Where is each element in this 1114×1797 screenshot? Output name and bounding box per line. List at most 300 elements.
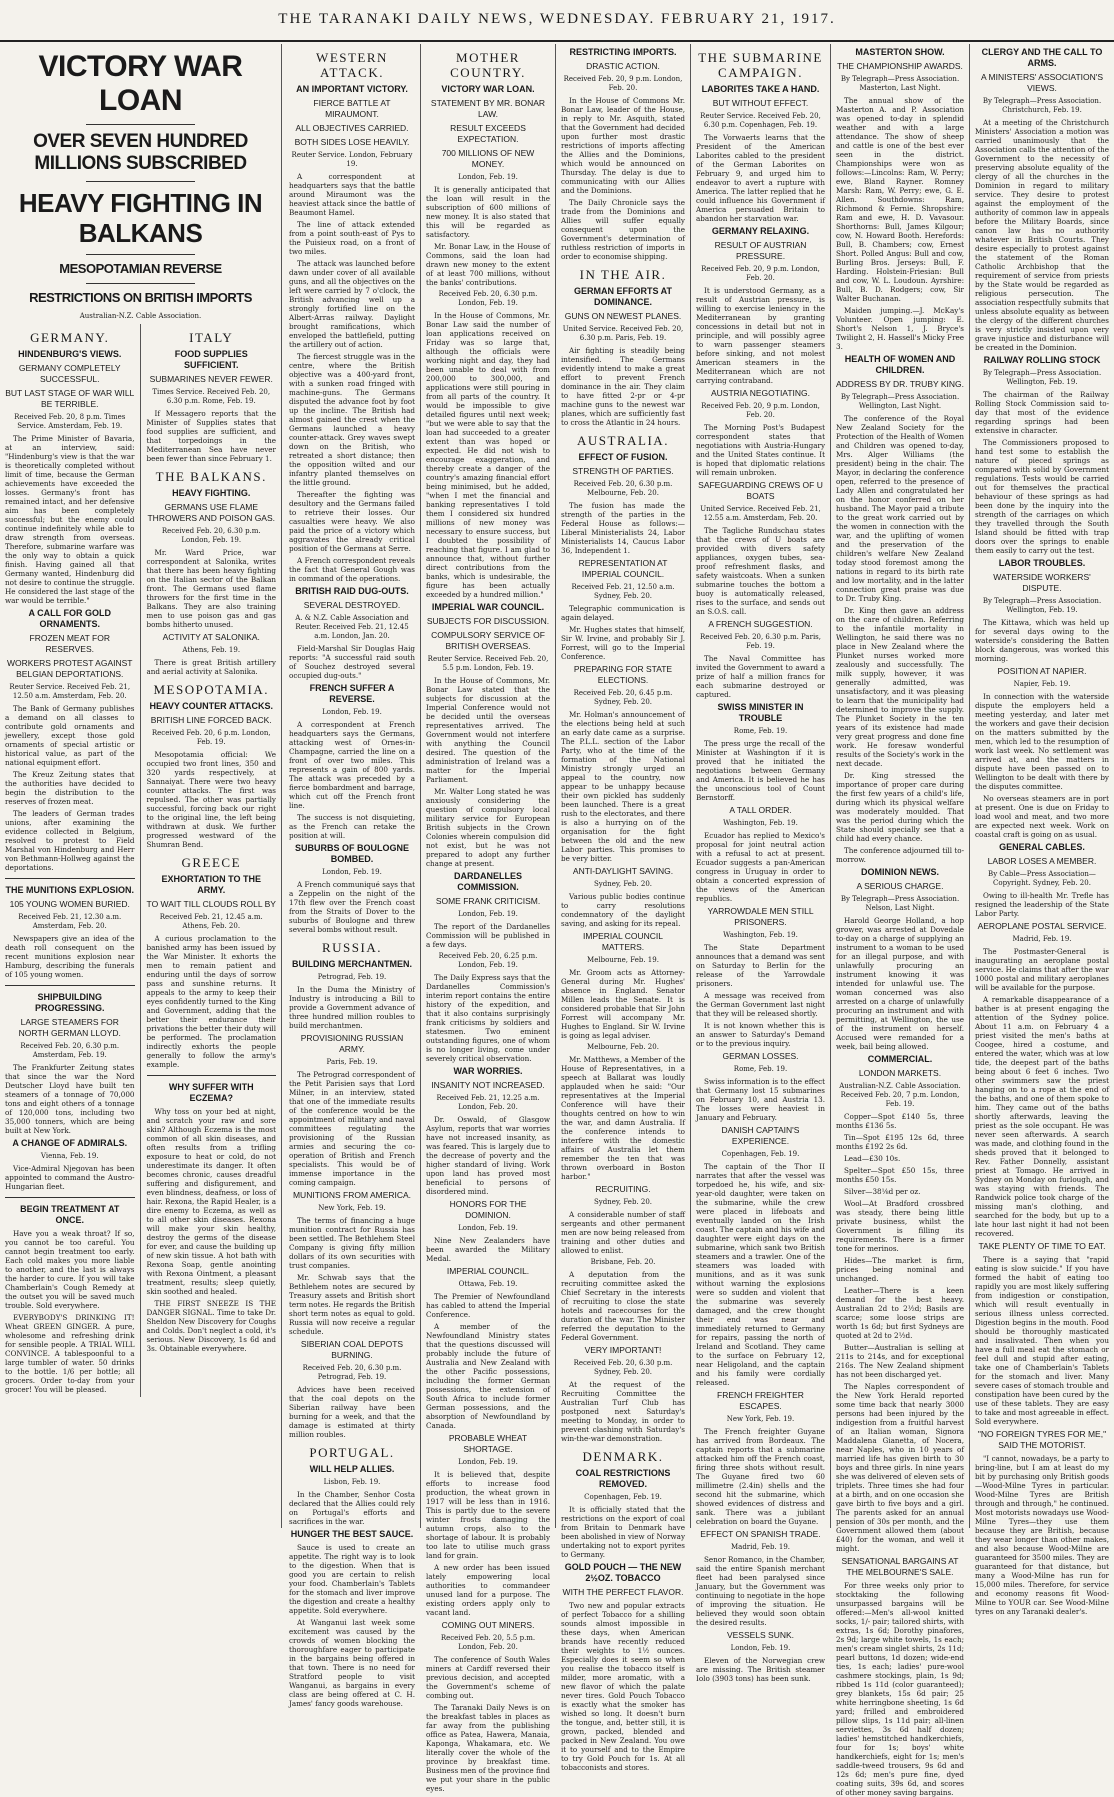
paragraph: Advices have been received that the coal depots on the Siberian railway have been burning for a week, and that the damage is estimated at thirty million roubles.	[289, 1385, 415, 1439]
dateline: Washington, Feb. 19.	[723, 819, 798, 827]
subhead: BRITISH LINE FORCED BACK.	[150, 715, 272, 725]
subhead: HEAVY FIGHTING.	[172, 488, 251, 498]
paragraph: Swiss information is to the effect that Germany lost 15 submarines on February 10, and Austria 13. The losses were heaviest in January and February.	[696, 1077, 825, 1122]
paragraph: Mesopotamia official: We occupied two front lines, 350 and 320 yards respectively, at Sannaiyat. There were two heavy counter attacks. The first was repulsed. The other was partially successful, forcing back our right to the original line, the left being withdrawn at dusk. We further progressed westward of the Shumran Bend.	[146, 750, 276, 849]
column-1	[0, 44, 282, 1528]
dateline: United Service. Received Feb. 21, 12.55 a.m. Amsterdam, Feb. 20.	[700, 505, 821, 522]
dateline: Reuter Service. Received Feb. 20, 5.5 p.m. London, Feb. 19.	[427, 655, 549, 672]
market-line: Spelter—Spot £50 15s, three months £50 15s.	[836, 1166, 964, 1184]
paragraph: If Messagero reports that the Minister of Supplies states that food supplies are sufficient, and that torpedoings in the Mediterranean Sea have never been fewer than since February 1.	[146, 409, 276, 463]
paragraph: Dr. King then gave an address on the care of children. Referring to the infantile mortality in Wellington, he said there was no place in New Zealand where the Plunket nurses worked more zealously and successfully. The milk supply, however, it was generally admitted, was unsatisfactory, and it was pleasing to learn that the municipality had determined to improve the supply. The Plunket Society in the ten years of its existence had made very great progress and done fine work. He foresaw wonderful results of the Society's work in the next decade.	[836, 606, 964, 768]
paragraph: The Premier of Newfoundland has cabled to attend the Imperial Conference.	[426, 1292, 550, 1319]
paragraph: The fusion has made the strength of the parties in the Federal House as follows:—Liberal Ministerialists 24, Labor Ministerialists 14, Caucus Labor 36, Independent 1.	[561, 501, 685, 555]
subhead: SUBURBS OF BOULOGNE BOMBED.	[294, 843, 409, 864]
paragraph: The line of attack extended from a point south-east of Pys to the Puisieux road, on a front of two miles.	[289, 220, 415, 256]
subhead: SOME FRANK CRITICISM.	[435, 896, 541, 906]
advert-heading: HUNGER THE BEST SAUCE.	[290, 1529, 414, 1539]
dateline: London, Feb. 19.	[458, 910, 518, 918]
subhead: ADDRESS BY DR. TRUBY KING.	[836, 379, 965, 389]
dateline: Received Feb. 20, 6.45 p.m. Sydney, Feb. 20.	[573, 689, 673, 706]
paragraph: Nine New Zealanders have been awarded the Military Medal.	[426, 1236, 550, 1263]
subhead: DANISH CAPTAIN'S EXPERIENCE.	[721, 1125, 800, 1146]
dateline: Sydney, Feb. 20.	[593, 1198, 653, 1206]
dateline: By Telegraph—Press Association. Wellington, Feb. 19.	[982, 597, 1102, 614]
paragraph: A new order has been issued lately empowering local authorities to commandeer unused land for a purpose. The existing orders apply only to vacant land.	[426, 1563, 550, 1617]
credit-line: Australian-N.Z. Cable Association.	[79, 312, 202, 320]
section-title: AUSTRALIA.	[577, 433, 669, 448]
subhead: STATEMENT BY MR. BONAR LAW.	[430, 98, 546, 119]
dateline: Petrograd, Feb. 19.	[317, 973, 387, 981]
dateline: Received Feb. 20, 9 p.m. London, Feb. 20.	[563, 75, 683, 92]
paragraph: It is not known whether this is an answer to Saturday's Demand or to the previous inquiry.	[696, 1021, 825, 1048]
subhead: PROBABLE WHEAT SHORTAGE.	[448, 1433, 528, 1454]
dateline: Received Feb. 20, 8 p.m. Times Service. Amsterdam, Feb. 19.	[14, 413, 126, 430]
paragraph: The press urge the recall of the Minister at Washington if it is proved that he initiated the negotiations between Germany and America. It is believed he has the unconscious tool of Count Bernstorff.	[696, 739, 825, 802]
section-title: IN THE AIR.	[579, 267, 667, 282]
subhead: RESULT OF AUSTRIAN PRESSURE.	[714, 240, 807, 261]
subhead: DARDANELLES COMMISSION.	[453, 871, 522, 892]
subhead: RAILWAY ROLLING STOCK	[983, 355, 1101, 365]
dateline: Copenhagen, Feb. 19.	[721, 1150, 800, 1158]
dateline: Melbourne, Feb. 20.	[587, 1043, 659, 1051]
paragraph: In the Chamber, Senhor Costa declared that the Allies could rely on Portugal's efforts and sacrifices in the war.	[289, 1490, 415, 1526]
paragraph: A correspondent at French headquarters says the Germans, attacking west of Ornes-in-Champagne, carried the line on a front of over two miles. This represents a gain of 800 yards. The attack was preceded by a fierce bombardment and barrage, which cut off the French front line.	[289, 720, 415, 810]
section-title: RUSSIA.	[322, 940, 382, 955]
subhead: EFFECT OF FUSION.	[578, 452, 668, 462]
subhead: RESTRICTING IMPORTS.	[569, 47, 677, 57]
paragraph: Dr. Oswald, of Glasgow Asylum, reports that war worries have not increased insanity, as was feared. This is largely due to the decrease of poverty and the higher standard of living. Work upon land has proved most beneficial to persons of disordered mind.	[426, 1115, 550, 1196]
dateline: Received Feb. 20, 6.25 p.m. London, Feb. 19.	[438, 952, 538, 969]
paragraph: Telegraphic communication is again delayed.	[561, 604, 685, 622]
dateline: By Telegraph—Press Association. Christchurch, Feb. 19.	[982, 97, 1102, 114]
paragraph: The Daily Chronicle says the trade from the Dominions and Allies will suffer equally consequent upon the Government's determination of ruthless restriction of imports in order to economise shipping.	[561, 198, 685, 261]
paragraph: The conference adjourned till to-morrow.	[836, 846, 964, 864]
paragraph: Mr. Groom acts as Attorney-General during Mr. Hughes' absence in England. Senator Millen leads the Senate. It is considered probable that Sir John Forrest will accompany Mr. Hughes to England. Sir W. Irvine is going as legal adviser.	[561, 968, 685, 1040]
paragraph: Owing to ill-health Mr. Trefle has resigned the leadership of the State Labor Party.	[975, 891, 1109, 918]
dateline: Received Feb. 20, 6.30 p.m. Amsterdam, Feb. 19.	[20, 1042, 120, 1059]
advert-text: The Taranaki Daily News is on the breakfast tables in places as far away from the publishing office as Patea, Hawera, Manaia, Kaponga, Whakamara, etc. We literally cover the whole of the province by breakfast time. Business men of the province find we put your share in the public eyes.	[426, 1703, 550, 1793]
paragraph: Mr. Matthews, a Member of the House of Representatives, in a speech at Ballarat was loudly applauded when he said: "Our representatives at the Imperial Conference will have their thoughts centred on how to win the war, and damn Australia. If the conference intends to interfere with the domestic affairs of Australia let them remember the ten that was thrown overboard in Boston harbor."	[561, 1055, 685, 1181]
dateline: Vienna, Feb. 19.	[40, 1152, 99, 1160]
paragraph: The attack was launched before dawn under cover of all available guns, and all the objectives on the left were carried by 7 o'clock, the British advancing well up a strongly fortified line on the Albert-Arras railway. Daylight brought ramifications, which enveloped the battlefield, putting the artillery out of action.	[289, 259, 415, 349]
market-line: Copper—Spot £140 5s, three months £136 5s.	[836, 1112, 964, 1130]
paragraph: The Daily Express says that the Dardanelles Commission's interim report contains the entire history of the expedition, and that it also contains surprisingly frank criticisms by soldiers and statesmen. Two eminent outstanding figures, one of whom is no longer living, come under severely critical observation.	[426, 973, 550, 1063]
subhead: FRENCH SUFFER A REVERSE.	[309, 683, 395, 704]
dateline: Rome, Feb. 19.	[733, 1065, 788, 1073]
subhead: RESULT EXCEEDS EXPECTATION.	[450, 123, 526, 144]
subhead: 700 MILLIONS OF NEW MONEY.	[441, 148, 535, 169]
advert-heading: GOLD POUCH — THE NEW 2½OZ. TOBACCO	[564, 1562, 682, 1583]
subhead: GERMAN EFFORTS AT DOMINANCE.	[574, 286, 672, 307]
paragraph: Air fighting is steadily being intensified. The Germans evidently intend to make a great effort to prevent French dominance in the air. They claim to have fitted 2-pr or 4-pr machine guns to the newest war planes, which are sufficiently fast to cross the Atlantic in 24 hours.	[561, 346, 685, 427]
dateline: New York, Feb. 19.	[318, 1204, 386, 1212]
subhead: THE CHAMPIONSHIP AWARDS.	[837, 61, 963, 71]
dateline: A. & N.Z. Cable Association and Reuter. Received Feb. 21, 12.45 a.m. London, Jan. 20.	[295, 614, 409, 640]
section-title: WESTERN ATTACK.	[316, 50, 388, 80]
paragraph: The Frankfurter Zeitung states that since the war the Nord Deutscher Lloyd have built ten steamers of a tonnage of 70,000 tons and eight others of a tonnage of 120,000 tons, including two 35,000 tonners, which are being built at New York.	[5, 1063, 135, 1135]
subhead: REPRESENTATION AT IMPERIAL COUNCIL.	[578, 558, 668, 579]
headline-mesopotamian-reverse: MESOPOTAMIAN REVERSE	[59, 261, 222, 276]
subhead: A CALL FOR GOLD ORNAMENTS.	[28, 608, 111, 629]
column-7	[831, 44, 970, 1797]
subhead: BUT WITHOUT EFFECT.	[712, 98, 809, 108]
dateline: By Cable—Press Association—Copyright. Sydney, Feb. 20.	[988, 870, 1096, 887]
headline-victory-war-loan: VICTORY WAR LOAN	[38, 50, 243, 117]
subhead: FIERCE BATTLE AT MIRAUMONT.	[313, 98, 391, 119]
paragraph: In connection with the waterside dispute the employers held a meeting yesterday, and later met the workers and gave their decision on the matters submitted by the men, which led to the resumption of work last week. No settlement was arrived at, and the matters in dispute have been passed on to Wellington to be dealt with there by the disputes committee.	[975, 692, 1109, 791]
subhead: YARROWDALE MEN STILL PRISONERS.	[707, 906, 814, 927]
paragraph: The French freighter Guyane has arrived from Bordeaux. The captain reports that a submarine attacked him off the French coast, firing three shots without result. The Guyane fired two 60 millimetre (2.4in) shells and the second hit the submarine, which showed evidences of distress and sank. There was a jubilant celebration on board the Guyane.	[696, 1427, 825, 1526]
subhead: SUBJECTS FOR DISCUSSION.	[426, 616, 550, 626]
paragraph: Mr. Holman's announcement of the elections being held at such an early date came as a surprise. The P.L.L. section of the Labor Party, who at the time of the formation of the National Ministry strongly urged an appeal to the country, now appear to be unhappy because their own pickled has suddenly been launched. There is a great rush to the electorates, and there is also a hurrying on of the organisation for the fight between the old and the new Labor parties. This promises to be very bitter.	[561, 710, 685, 863]
paragraph: Mr. Schwab says that the Bethlehem notes are secured by Treasury assets and British short term notes. He regards the British short term notes as equal to gold. Russia will now receive a regular schedule.	[289, 1273, 416, 1336]
dateline: Received Feb. 21, 12.30 a.m. Amsterdam, Feb. 20.	[18, 913, 122, 930]
subhead: 105 YOUNG WOMEN BURIED.	[9, 899, 130, 909]
market-line: Hides—The market is firm, prices being nominal and unchanged.	[836, 1256, 964, 1283]
paragraph: No overseas steamers are in port at present. One is due on Friday to load wool and meat, and two more are expected next week. Work on coastal craft is going on as usual.	[975, 794, 1109, 839]
subhead: INSANITY NOT INCREASED.	[431, 1080, 545, 1090]
headline-british-imports: RESTRICTIONS ON BRITISH IMPORTS	[29, 290, 252, 305]
dateline: Received Feb. 20, 6 p.m. London, Feb. 19.	[151, 729, 271, 746]
section-title: THE SUBMARINE CAMPAIGN.	[698, 50, 823, 80]
subhead: TO WAIT TILL CLOUDS ROLL BY	[146, 899, 276, 909]
subhead: VERY IMPORTANT!	[584, 1345, 662, 1355]
paragraph: Mr. Bonar Law, in the House of Commons, said the loan had drawn new money to the extent of at least 700 millions, without the banks' contributions.	[426, 242, 550, 287]
subhead: ALL OBJECTIVES CARRIED.	[295, 123, 409, 133]
subhead: AN IMPORTANT VICTORY.	[296, 84, 408, 94]
advert-heading: TAKE PLENTY OF TIME TO EAT.	[978, 1241, 1106, 1251]
paragraph: The success is not disquieting, as the French can retake the position at will.	[289, 813, 415, 840]
dateline: London, Feb. 19.	[458, 1224, 518, 1232]
subhead: BUT LAST STAGE OF WAR WILL BE TERRIBLE.	[5, 388, 135, 409]
paragraph: Mr. Walter Long stated he was anxiously considering the question of compulsory local military service for European British subjects in the Crown Colonies wherein compulsion did not exist, but he was not prepared to adopt any further change at present.	[426, 787, 550, 868]
dateline: Reuter Service. Received Feb. 21, 12.50 a.m. Amsterdam, Feb. 20.	[9, 683, 131, 700]
subhead: IMPERIAL COUNCIL MATTERS.	[583, 931, 663, 952]
subhead: WORKERS PROTEST AGAINST BELGIAN DEPORTATIONS.	[7, 658, 133, 679]
paragraph: Various public bodies continue to carry resolutions condemnatory of the daylight saving, and asking for its repeal.	[561, 892, 685, 928]
subhead: DRASTIC ACTION.	[586, 61, 660, 71]
subhead: THE MUNITIONS EXPLOSION.	[5, 885, 134, 895]
paragraph: A French communiqué says that a Zeppelin on the night of the 17th flew over the French coast from the Straits of Dover to the suburbs of Boulogne and threw several bombs without result.	[289, 880, 415, 934]
subhead: BRITISH RAID DUG-OUTS.	[295, 586, 409, 596]
paragraph: The Vorwaerts learns that the President of the American Laborites cabled to the president of the German Laborites on February 9, and urged him to endeavor to avert a rupture with America. The latter replied that he could influence his Government if America persuaded Britain to abandon her starvation war.	[696, 133, 825, 223]
headline-seven-hundred-millions: OVER SEVEN HUNDRED MILLIONS SUBSCRIBED	[33, 131, 248, 174]
subhead: A FRENCH SUGGESTION.	[708, 619, 813, 629]
paragraph: A considerable number of staff sergeants and other permanent men are now being released from training and other duties and allowed to enlist.	[561, 1210, 685, 1255]
advert-text: For three weeks only prior to stocktaking the following unsurpassed bargains will be offered:—Men's all-wool knitted socks, 1/- pair; tailored shirts, with extras, 1s 6d; Dorothy pinafores, 2s 9d; large white towels, 1s each; men's cream singlet shirts, 2s 11d; pearl buttons, 1d dozen; wide-end ties, 1s each; ladies' pure-wool cashmere stockings, plain, 1s 9d; ribbed 1s 11d (color guaranteed); grey blankets, 15s 6d pair; 25 white herringbone sheeting, 1s 6d yard; frilled and embroidered pillow slips, 1s 11d pair; all-linen serviettes, 3s 6d half dozen; ladies' hemstitched handkerchiefs, four for 1s; boys' white handkerchiefs, eight for 1s; men's saddle-tweed trousers, 9s 6d and 12s 6d; men's pure fine, dyed coating suits, 39s 6d, and scores of other money saving bargains.	[836, 1581, 964, 1797]
advert-heading: WITH THE PERFECT FLAVOR.	[562, 1587, 684, 1597]
section-title: MOTHER COUNTRY.	[450, 50, 526, 80]
dateline: Times Service. Received Feb. 20, 6.30 p.m. Rome, Feb. 19.	[152, 388, 271, 405]
subhead: SHIPBUILDING PROGRESSING.	[34, 992, 105, 1013]
dateline: Received Feb. 20, 6.30 p.m. Paris, Feb. 19.	[700, 633, 821, 650]
section-title: GREECE	[181, 855, 242, 870]
paragraph: Senor Romanco, in the Chamber, said the entire Spanish merchant fleet had been paralysed since January, but the Government was continuing to negotiate in the hope of improving the situation. He believed they would soon obtain the desired results.	[696, 1555, 825, 1627]
section-title: THE BALKANS.	[155, 469, 267, 484]
advert-text: There is a saying that "rapid eating is slow suicide." If you have formed the habit of eating too rapidly you are most likely suffering from indigestion or constipation, which will result eventually in serious illness unless corrected. Digestion begins in the mouth. Food should be thoroughly masticated and insalivated. Then when you have a full meal eat the stomach or feel dull and stupid after eating, take one of Chamberlain's Tablets for the stomach and liver. Many severe cases of stomach trouble and constipation have been cured by the use of these tablets. They are easy to take and most agreeable in effect. Sold everywhere.	[975, 1255, 1109, 1426]
paragraph: Ecuador has replied to Mexico's proposal for joint neutral action with a refusal to act at present. Ecuador suggests a pan-American congress in Uruguay in order to obtain a concerted expression of the views of the American republics.	[696, 831, 825, 903]
paragraph: The leaders of German trades unions, after examining the evidence collected in Belgium, resolved to protest to Field Marshal von Hindenburg and Herr von Bethmann-Hollweg against the deportations.	[5, 809, 135, 872]
paragraph: A curious proclamation to the banished army has been issued by the War Minister. It exhorts the men to remain patient and enduring until the days of sorrow pass and sunshine returns. It appeals to the army to keep their eyes confidently turned to the King and Government, adding that the better their endurance their privations the better their duty will be performed. The proclamation indirectly exhorts the people generally to follow the army's example.	[146, 934, 276, 1069]
subhead: VESSELS SUNK.	[726, 1630, 795, 1640]
subhead: SWISS MINISTER IN TROUBLE	[717, 702, 804, 723]
paragraph: A remarkable disappearance of a bather is at present engaging the attention of the Sydney police. About 11 a.m. on February 4 a priest visited the men's baths at Coogee, hired a costume, and entered the water, which was at low tide, the deepest part of the baths being about 6 feet 6 inches. Two other swimmers saw the priest hanging on to a rope at the end of the baths, and one of them spoke to him. They came out of the baths shortly afterwards, leaving the priest as the sole occupant. He was never seen afterwards. A search was made, and clothing found in the sheds proved that it belonged to Rev. Father Donnelly, assistant priest at Tomago. He arrived in Sydney on Monday on furlough, and was staying with friends. The Randwick police took charge of the missing man's clothing, and searched for the body, but up to a late hour last night it had not been recovered.	[975, 995, 1109, 1238]
dateline: Washington, Feb. 19.	[723, 931, 798, 939]
subhead: WATERSIDE WORKERS' DISPUTE.	[993, 572, 1091, 593]
market-line: Tin—Spot £195 12s 6d, three months £192 2s 6d.	[836, 1133, 964, 1151]
subhead: COAL RESTRICTIONS REMOVED.	[575, 1468, 671, 1489]
subhead: COMING OUT MINERS.	[441, 1620, 535, 1630]
dateline: Received Feb. 20, 6.30 p.m. London, Feb. 19.	[161, 527, 261, 544]
subhead: FOOD SUPPLIES SUFFICIENT.	[174, 349, 248, 370]
paragraph: The conference of South Wales miners at Cardiff reversed their previous decision, and accepted the Government's scheme of combing out.	[426, 1655, 550, 1700]
subhead: A MINISTERS' ASSOCIATION'S VIEWS.	[980, 72, 1104, 93]
paragraph: The annual show of the Masterton A. and P. Association was opened to-day in splendid weather and with a large attendance. The show of sheep and cattle is one of the best ever seen in the district. Championships were won as follows:—Lincolns: Ram, W. Perry; ewe, Bland Rayner. Romney Marsh: Ram, W. Perry; ewe, G. E. Allen. Southdowns: Ram, Richmond & Fernie. Shropshire: Ram and ewe, H. D. Vavasour. Shorthorns: Bull, James Kilgour; cow, N. Howard Booth. Herefords: Bull, B. Chambers; cow, Ernest Short. Polled Angus: Bull and cow, Burling Bros. Jerseys: Bull, F. Harding. Holstein-Friesian: Bull and cow, W. L. Loudoun. Ayrshire: Bull, B. D. Rodgers; cow, Sir Walter Buchanan.	[836, 96, 964, 303]
dateline: London, Feb. 19.	[730, 1644, 791, 1652]
paragraph: The terms of financing a huge munition contract for Russia has been settled. The Bethlehem Steel Company is giving fifty million dollars of its own securities with trust companies.	[289, 1216, 415, 1270]
paragraph: The Morning Post's Budapest correspondent states that negotiations with Austria-Hungary and the United States continue. It is hoped that diplomatic relations will remain unbroken.	[696, 423, 825, 477]
subhead: LARGE STEAMERS FOR NORTH GERMAN LLOYD.	[18, 1017, 121, 1038]
headline-balkans: HEAVY FIGHTING IN BALKANS	[18, 188, 263, 248]
dateline: Napier, Feb. 19.	[1013, 680, 1071, 688]
subhead: HONORS FOR THE DOMINION.	[449, 1199, 527, 1220]
section-title: GERMANY.	[30, 330, 110, 345]
paragraph: The Naples correspondent of the New York Herald reported some time back that nearly 3000 persons had been injured by the indigestion from a fruitful harvest of an Italian woman, Signora Maddalena Gianetta, of Nocera, near Naples, who in 10 years of married life has given birth to 30 boys and three girls. In nine years she was delivered of eleven sets of triplets. Three times she had four at a birth, and on one occasion she gave birth to five boys and a girl. The parents asked for an annual pension of 30s per month, and the Government allowed them (about £40) for the woman, and well it might.	[836, 1382, 964, 1553]
dateline: Rome, Feb. 19.	[733, 727, 788, 735]
advert-text: At Wanganui last week some excitement was caused by the crowds of women blocking the thoroughfare eager to participate in the bargains being offered in that town. There is no need for Stratford people to visit Wanganui, as bargains in every class are being offered at C. H. James' fancy goods warehouse.	[289, 1618, 415, 1708]
subhead: POSITION AT NAPIER.	[997, 666, 1087, 676]
dateline: Madrid, Feb. 19.	[1012, 935, 1072, 943]
paragraph: It is officially stated that the restrictions on the export of coal from Britain to Denmark have been abolished in view of Norway undertaking not to export pyrites to Germany.	[561, 1505, 685, 1559]
dateline: Ottawa, Feb. 19.	[458, 1280, 518, 1288]
paragraph: The Kittawa, which was held up for several days owing to the waterside's considering the Batten block dangerous, was worked this morning.	[975, 618, 1109, 663]
dateline: Received Feb. 20, 5.5 p.m. London, Feb. 20.	[440, 1634, 536, 1651]
subhead: WILL HELP ALLIES.	[309, 1464, 395, 1474]
advert-heading: WHY SUFFER WITH ECZEMA?	[168, 1082, 254, 1103]
subhead: GUNS ON NEWEST PLANES.	[564, 311, 682, 321]
subhead: WAR WORRIES.	[453, 1066, 523, 1076]
advert-text: Why toss on your bed at night, and scratch your raw and sore skin? Although Eczema is the most common of all skin diseases, and often results from a trifling exposure to heat or cold, do not underestimate its danger. It often becomes chronic, causes dreadful suffering and disfigurement, and even blindness, deafness, or loss of hair. Rexona, the Rapid Healer, is a dire enemy to Eczema, as well as to all other skin diseases. Rexona will make your skin healthy, destroy the germs of the disease for ever, and cause the building up of new skin tissue. A hot bath with Rexona Soap, gentle anointing with Rexona Ointment, a pleasant treatment, results; sleep quietly, skin soothed and healed.	[146, 1107, 276, 1296]
paragraph: The Petrograd correspondent of the Petit Parisien says that Lord Milner, in an interview, stated that one of the immediate results of the conference would be the appointment of military and naval committees regulating the provisioning of the Russian armies and securing the co-operation of British and French specialists. This would be of immense importance in the coming campaign.	[289, 1070, 415, 1187]
paragraph: The State Department announces that a demand was sent on Saturday to Berlin for the release of the Yarrowdale prisoners.	[696, 943, 825, 988]
section-title: MESOPOTAMIA.	[153, 682, 270, 697]
paragraph: At the request of the Recruiting Committee the Australian Turf Club has postponed next Saturday's meeting to Monday, in order to prevent clashing with Saturday's win-the-war demonstration.	[561, 1380, 685, 1443]
dateline: Paris, Feb. 19.	[326, 1058, 378, 1066]
dateline: London, Feb. 19.	[458, 1458, 518, 1466]
paragraph: In the House of Commons, Mr. Bonar Law stated that the subjects for discussion at the Imperial Conference would not be decided until the overseas representatives arrived. The Government would not interfere with anything the Council desired. The question of the administration of Ireland was a matter for the Imperial Parliament.	[426, 676, 550, 784]
paragraph: In the House of Commons Mr. Bonar Law, leader of the House, in reply to Mr. Asquith, stated that the Government had decided upon further most drastic restrictions of imports affecting the Allies and the Dominions, which would be announced on Thursday. The delay is due to communicating with our Allies and the Dominions.	[561, 96, 685, 195]
dateline: By Telegraph—Press Association. Wellington, Last Night.	[840, 393, 960, 410]
paragraph: A message was received from the German Government last night that they will be released shortly.	[696, 991, 825, 1018]
advert-text: "I cannot, nowadays, be a party to bring-line, but I am at least do my bit by purchasing only British goods—Wood-Milne Tyres in particular. Wood-Milne Tyres are British through and through," he continued. Most motorists nowadays use Wood-Milne Tyres—they use them because they are British, because they wear longer than other makes, and also because Wood-Milne are guaranteed for 3500 miles. They are guaranteed for that distance, but many a Wood-Milne has run for 15,000 miles. Therefore, for service and economy reasons fit Wood-Milne to YOUR car. See Wood-Milne tyres on any Taranaki dealer's.	[975, 1454, 1109, 1616]
paragraph: It is believed that, despite efforts to increase food production, the wheat grown in 1917 will be less than in 1916. This is partly due to the severe winter frosts damaging the autumn crops, also to the shortage of labour. It is probably too late to utilise much grass land for grain.	[426, 1470, 550, 1560]
paragraph: It is understood Germany, as a result of Austrian pressure, is willing to exercise leniency in the Mediterranean by granting concessions in detail but not in principle, and will possibly agree to warn passenger steamers before sinking, and not molest American steamers in the Mediterranean which are not carrying contraband.	[696, 286, 825, 385]
dateline: Brisbane, Feb. 20.	[590, 1258, 656, 1266]
subhead: A SERIOUS CHARGE.	[856, 881, 944, 891]
dateline: By Telegraph—Press Association. Masterton, Last Night.	[840, 75, 960, 92]
paragraph: Eleven of the Norwegian crew are missing. The British steamer Iolo (3903 tons) has been sunk.	[696, 1656, 825, 1683]
market-line: Silver—38⅛d per oz.	[844, 1187, 921, 1196]
subhead: BUILDING MERCHANTMEN.	[292, 959, 412, 969]
dateline: Received Feb. 20, 6.30 p.m. Melbourne, Feb. 20.	[573, 480, 673, 497]
paragraph: The chairman of the Railway Rolling Stock Commission said to-day that most of the evidence regarding springs had been extensive in character.	[975, 390, 1109, 435]
subhead: GERMANY RELAXING.	[711, 226, 810, 236]
subhead: A TALL ORDER.	[729, 805, 792, 815]
paragraph: It is generally anticipated that the loan will result in the subscription of 600 millions of new money. It is also stated that this will be regarded as satisfactory.	[426, 185, 550, 239]
dateline: Madrid, Feb. 19.	[730, 1543, 791, 1551]
dateline: Received Feb. 21, 12.25 a.m. London, Feb. 20.	[436, 1094, 540, 1111]
paragraph: Mr. Hughes states that himself, Sir W. Irvine, and probably Sir J. Forrest, will go to the Imperial Conference.	[561, 625, 685, 661]
dateline: London, Feb. 19.	[322, 868, 382, 876]
subhead: DOMINION NEWS.	[861, 867, 939, 877]
paragraph: At a meeting of the Christchurch Ministers' Association a motion was carried unanimously that the Association calls the attention of the Government to the necessity of preserving absolute equality of the clergy of all the churches in the Dominion in regard to military service. They desire to protest against the employment of the authority of common law in appeals before the Military Boards, since canon law has no authority whatever in British Courts. They desire especially to protest against the statement of the Roman Catholic Archbishop that the requirement of service from priests by the State would be regarded as religious persecution. The association respectfully submits that unless absolute equality as between the clergy of the different churches is very strictly insisted upon very grave injustice and disturbance will be created in the Dominion.	[975, 118, 1109, 352]
dateline: London, Feb. 19.	[322, 708, 382, 716]
paragraph: A correspondent at headquarters says that the battle around Miraumont was the heaviest attack since the battle of Beaumont Hamel.	[289, 172, 415, 217]
market-line: Leather—There is a keen demand for the best heavy. Australian 2d to 2½d; Basils are scarce; some loose strips are worth 1s 6d; but first Sydneys are quoted at 2d to 2½d.	[836, 1286, 964, 1340]
paragraph: A deputation from the recruiting committee asked the Chief Secretary in the interests of recruiting to close the state hotels and racecourses for the duration of the war. The Minister referred the deputation to the Federal Government.	[561, 1270, 685, 1342]
dateline: Copenhagen, Feb. 19.	[584, 1493, 662, 1501]
paragraph: In the Duma the Ministry of Industry is introducing a Bill to provide a Government advance of three hundred million roubles to build merchantmen.	[289, 985, 415, 1030]
paragraph: In the House of Commons, Mr. Bonar Law said the number of loan applications received on Friday was so large that, although the officials were working night and day, they had been unable to deal with from 200,000 to 300,000, and applications were still pouring in from all parts of the country. It would be impossible to give detailed figures until next week; "but we were able to say that the loan had succeeded to a greater extent than was hoped or expected. He did not wish to encourage exaggeration, and thereby create a danger of the country's amazing financial effort being minimised, but he added, "when I met the financial and banking representatives I told them I considered six hundred millions of new money was necessary to ensure success, but I doubted the possibility of reaching that figure. I am glad to announce that, without further direct contributions from the banks, which is undesirable, the figure has been actually exceeded by a hundred million."	[426, 311, 550, 599]
paragraph: Field-Marshal Sir Douglas Haig reports: "A successful raid south of Souchez destroyed several occupied dug-outs."	[289, 644, 415, 680]
subhead: PREPARING FOR STATE ELECTIONS.	[573, 664, 673, 685]
advert-text: THE FIRST SNEEZE IS THE DANGER SIGNAL. Time to take Dr. Sheldon New Discovery for Coughs and Colds. Don't neglect a cold, it's serious. New Discovery, 1s 6d and 3s. Obtainable everywhere.	[146, 1299, 276, 1353]
subhead: LABOR LOSES A MEMBER.	[987, 856, 1097, 866]
paragraph: Newspapers give an idea of the death roll consequent on the recent munitions explosion near Hamburg, describing the funerals of 105 young women.	[5, 934, 135, 979]
subhead: EFFECT ON SPANISH TRADE.	[700, 1529, 821, 1539]
subhead: COMPULSORY SERVICE OF BRITISH OVERSEAS.	[431, 630, 545, 651]
subhead: MASTERTON SHOW.	[855, 47, 945, 57]
subhead: GERMANS USE FLAME THROWERS AND POISON GAS.	[147, 502, 276, 523]
paragraph: The Naval Committee has invited the Government to award a prize of half a million francs for each submarine destroyed or captured.	[696, 654, 825, 699]
dateline: Received Feb. 20, 6.30 p.m. Sydney, Feb. 20.	[573, 1359, 673, 1376]
paragraph: The Prime Minister of Bavaria, at an interview, said: "Hindenburg's view is that the war is theoretically completed without limit of time, because the German achievements have exceeded the losses. Germany's front has remained intact, and her defensive aim has been completely successful; but the enemy could continue indefinitely while able to draw strength from overseas. Therefore, submarine warfare was the only way to obtain a quick finish. Having gained all that Germany wanted, Hindenburg did not desire to continue the struggle. He considered the last stage of the war would be terrible."	[5, 434, 135, 605]
dateline: Received Feb. 21, 12.50 a.m. Sydney, Feb. 20.	[571, 583, 675, 600]
advert-heading: BEGIN TREATMENT AT ONCE.	[20, 1204, 120, 1225]
dateline: Received Feb. 20, 9 p.m. London, Feb. 20.	[701, 265, 820, 282]
subhead: RECRUITING.	[595, 1184, 651, 1194]
subhead: COMMERCIAL.	[867, 1054, 933, 1064]
section-title: DENMARK.	[582, 1449, 664, 1464]
column-3	[284, 44, 421, 1708]
dateline: Reuter Service. London, February 19.	[291, 151, 413, 168]
paragraph: The fiercest struggle was in the centre, where the British objective was a 400-yard front, with a sunken road fringed with machine-guns. The Germans disputed the advance foot by foot up the incline. The British had almost gained the crest when the Germans launched a heavy counter-attack. Grey waves swept down on the British, who retreated a short distance; then the opposition wilted and our infantry planted themselves on the little ground.	[289, 352, 415, 487]
subhead: BOTH SIDES LOSE HEAVILY.	[294, 137, 410, 147]
subhead: SEVERAL DESTROYED.	[303, 600, 401, 610]
section-title: PORTUGAL.	[309, 1445, 395, 1460]
paragraph: Maiden jumping.—J. McKay's Volunteer. Open jumping: E. Short's Nelson 1, J. Bryce's Twilight 2, H. Hassell's Micky Free 3.	[836, 306, 965, 351]
subhead: PROVISIONING RUSSIAN ARMY.	[300, 1033, 404, 1054]
paragraph: The conference of the Royal New Zealand Society for the Protection of the Health of Women and Children was opened to-day, Mrs. Alger Williams (the president) being in the chair. The Mayor, in declaring the conference open, referred to the presence of Lady Allen and congratulated her on the honor conferred on her husband. The Mayor paid a tribute to the great work carried out by the women in connection with the war, and the uplifting of women and the preservation of the children's welfare New Zealand today stood foremost among the nations in regard to its birth rate and low mortality, and in the latter connection great praise was due to Dr. Truby King.	[836, 414, 964, 603]
paragraph: A member of the Newfoundland Ministry states that the questions discussed will probably include the future of Australia and New Zealand with the other Pacific possessions, including the former German possessions, the extension of South Africa to include former German possessions, and the absorption of Newfoundland by Canada.	[426, 1322, 550, 1430]
advert-heading: "NO FOREIGN TYRES FOR ME," SAID THE MOTORIST.	[977, 1429, 1107, 1450]
paragraph: The Commissioners proposed to hand test some to establish the nature of pieced springs as compared with solid by Government regulations. Tests would be carried out for themselves the practical behaviour of these springs as had been done by the inquiry into the strength of the carriages on which they travelled through the South Island should be fitted with trap doors over the springs to enable them easily to carry out the test.	[975, 438, 1109, 555]
paragraph: The report of the Dardanelles Commission will be published in a few days.	[426, 922, 550, 949]
subhead: A CHANGE OF ADMIRALS.	[12, 1138, 128, 1148]
market-line: Wool—At Bradford crossbred was steady, there being little private business, whilst the Government is filling its requirements. There is a firmer tone for merinos.	[836, 1199, 964, 1253]
dateline: Received Feb. 20, 9 p.m. London, Feb. 20.	[701, 402, 820, 419]
advert-text: EVERYBODY'S DRINKING IT! Wheat GREEN GINGER. A pure, wholesome and refreshing drink for sensible people. A TRIAL WILL CONVINCE. A tablespoonful to a large tumbler of water. 50 drinks to the bottle. 1/6 per bottle; all grocers. Order to-day from your grocer! You will be pleased.	[5, 1313, 135, 1394]
paragraph: There is great British artillery and aerial activity at Salonika.	[146, 658, 276, 676]
masthead: THE TARANAKI DAILY NEWS, WEDNESDAY. FEBRUARY 21, 1917.	[0, 0, 1114, 42]
subhead: LABORITES TAKE A HAND.	[701, 84, 820, 94]
dateline: Received Feb. 20, 6.30 p.m. Petrograd, Feb. 19.	[302, 1364, 402, 1381]
advert-text: Two new and popular extracts of perfect Tobacco for a shilling sounds almost impossible in these days, when American brands have recently reduced their weights to 1½ ounces. Especially does it seem so when you realise the tobacco itself is milder, more aromatic, with a new flavor of which the palate never tires. Gold Pouch Tobacco is exactly what the smoker has wished so long. It doesn't burn the tongue, and, better still, it is grown, packed, blended and packed in New Zealand. You owe it to yourself and to the Empire to try Gold Pouch for 1s. At all tobacconists and stores.	[561, 1601, 685, 1772]
subhead: AUSTRIA NEGOTIATING.	[710, 388, 811, 398]
paragraph: The Tagliche Rundschau states that the crews of U boats are provided with divers safety appliances, oxygen tubes, sea-proof refreshment flasks, and safety waistcoats. When a sunken submarine touches the bottom a buoy is automatically released, rises to the surface, and sends out an S.O.S. call.	[696, 526, 825, 616]
dateline: Melbourne, Feb. 19.	[587, 956, 659, 964]
dateline: New York, Feb. 19.	[726, 1415, 795, 1423]
advert-text: Have you a weak throat? If so, you cannot be too careful. You cannot begin treatment too early. Each cold makes you more liable to another, and the last is always the harder to cure. If you will take Chamberlain's Cough Remedy at the outset you will be saved much trouble. Sold everywhere.	[5, 1229, 135, 1310]
column-8	[970, 44, 1114, 1616]
subhead: SAFEGUARDING CREWS OF U BOATS	[698, 480, 823, 501]
subhead: GERMANY COMPLETELY SUCCESSFUL.	[18, 363, 121, 384]
advert-text: Sauce is used to create an appetite. The right way is to look to the digestion. When that is good you are certain to relish your food. Chamberlain's Tablets for the stomach and liver improve the digestion and create a healthy appetite. Sold everywhere.	[289, 1543, 415, 1615]
paragraph: Thereafter the fighting was desultory and the Germans failed to retrieve their losses. Our casualties were heavy. We also paid the price of a victory which aggravates the already critical position of the Germans at Serre.	[289, 490, 415, 553]
subhead: FROZEN MEAT FOR RESERVES.	[29, 633, 110, 654]
dateline: By Telegraph—Press Association. Nelson, Last Night.	[840, 895, 960, 912]
dateline: Athens, Feb. 19.	[182, 646, 241, 654]
subhead: EXHORTATION TO THE ARMY.	[161, 874, 261, 895]
dateline: Received Feb. 20, 6.30 p.m. London, Feb. 19.	[438, 290, 538, 307]
subhead: FRENCH FREIGHTER ESCAPES.	[717, 1390, 804, 1411]
subhead: SUBMARINES NEVER FEWER.	[149, 374, 273, 384]
subhead: HEALTH OF WOMEN AND CHILDREN.	[844, 354, 956, 375]
subhead: HINDENBURG'S VIEWS.	[18, 349, 122, 359]
subhead: ANTI-DAYLIGHT SAVING.	[572, 866, 674, 876]
subhead: AEROPLANE POSTAL SERVICE.	[977, 921, 1107, 931]
section-title: ITALY	[189, 330, 234, 345]
paragraph: Vice-Admiral Njegovan has been appointed to command the Austro-Hungarian fleet.	[5, 1164, 135, 1191]
subhead: IMPERIAL COUNCIL.	[446, 1266, 530, 1276]
dateline: Received Feb. 21, 12.45 a.m. Athens, Feb. 20.	[159, 913, 263, 930]
column-5	[556, 44, 691, 1772]
subhead: SIBERIAN COAL DEPOTS BURNING.	[300, 1339, 404, 1360]
column-4	[421, 44, 556, 1793]
dateline: Australian-N.Z. Cable Association. Received Feb. 20, 7 p.m. London, Feb. 19.	[839, 1082, 961, 1108]
dateline: Lisbon, Feb. 19.	[323, 1478, 381, 1486]
subhead: MUNITIONS FROM AMERICA.	[292, 1190, 412, 1200]
advert-heading: SENSATIONAL BARGAINS AT THE MELBOURNE'S SALE.	[841, 1556, 959, 1577]
paragraph: The captain of the Thor II narrates that after the vessel was torpedoed he, his wife, and six-year-old daughter, were taken on the submarine, while the crew were placed in lifeboats and eventually landed on the Irish coast. The captain and his wife and daughter were eight days on the submarine, which sank two British steamers and a trawler. One of the steamers was loaded with munitions, and as it was sunk without warning the explosions were so sudden and violent that the submarine was severely damaged, and the crew thought their end was near and immediately returned to Germany for repairs, passing the north of Ireland and Scotland. They came to the surface on February 12, near Heligoland, and the captain and his family were cordially released.	[696, 1162, 825, 1387]
paragraph: The Postmaster-General is inaugurating an aeroplane postal service. He claims that after the war 1000 postal and military aeroplanes will be available for the purpose.	[975, 947, 1109, 992]
subhead: ACTIVITY AT SALONIKA.	[162, 632, 260, 642]
subhead: IMPERIAL WAR COUNCIL.	[431, 602, 545, 612]
column-6	[691, 44, 831, 1683]
paragraph: The Kreuz Zeitung states that the authorities have decided to begin the distribution to the reserves of frozen meat.	[5, 770, 135, 806]
market-line: Butter—Australian is selling at 211s to 214s, and for exceptional 216s. The New Zealand shipment has not been discharged yet.	[836, 1343, 964, 1379]
subhead: LABOR TROUBLES.	[998, 558, 1086, 568]
subhead: GERMAN LOSSES.	[722, 1051, 799, 1061]
subhead: GENERAL CABLES.	[999, 842, 1085, 852]
dateline: By Telegraph—Press Association. Wellington, Feb. 19.	[982, 369, 1102, 386]
subhead: HEAVY COUNTER ATTACKS.	[149, 701, 273, 711]
dateline: London, Feb. 19.	[458, 173, 518, 181]
dateline: United Service. Received Feb. 20, 6.30 p.m. Paris, Feb. 19.	[562, 325, 684, 342]
subhead: STRENGTH OF PARTIES.	[572, 466, 674, 476]
subhead: LONDON MARKETS.	[858, 1068, 942, 1078]
paragraph: Harold George Holland, a hop grower, was arrested at Dovedale to-day on a charge of supplying an instrument to a woman to be used for an illegal purpose, and with unlawfully procuring an instrument knowing it was intended for unlawful use. The woman concerned was also arrested on a charge of unlawfully procuring an instrument and with permitting, at Wellington, the use of the instrument on herself. Accused were remanded for a week, bail being allowed.	[836, 916, 964, 1051]
dateline: Sydney, Feb. 20.	[593, 880, 653, 888]
subhead: VICTORY WAR LOAN.	[441, 84, 535, 94]
paragraph: Dr. King stressed the importance of proper care during the first few years of a child's life, during which its physical welfare was moderately moulded. That was the period during which the State should specially see that a child had every chance.	[836, 771, 964, 843]
dateline: Reuter Service. Received Feb. 20, 6.30 p.m. Copenhagen, Feb. 19.	[700, 112, 821, 129]
subhead: CLERGY AND THE CALL TO ARMS.	[981, 47, 1103, 68]
paragraph: A French correspondent reveals the fact that General Gough was in command of the operations.	[289, 556, 415, 583]
paragraph: The Bank of Germany publishes a demand on all classes to contribute gold ornaments and jewellery, except those gold ornaments of special artistic or historical value, as part of the national equipment effort.	[5, 704, 135, 767]
paragraph: Mr. Ward Price, war correspondent at Salonika, writes that there has been heavy fighting on the Italian sector of the Balkan front. The Germans used flame throwers for the first time in the Balkans. They are also training men to use poison gas and gas bombs hitherto unused.	[146, 548, 276, 629]
market-line: Lead—£30 10s.	[844, 1154, 901, 1163]
